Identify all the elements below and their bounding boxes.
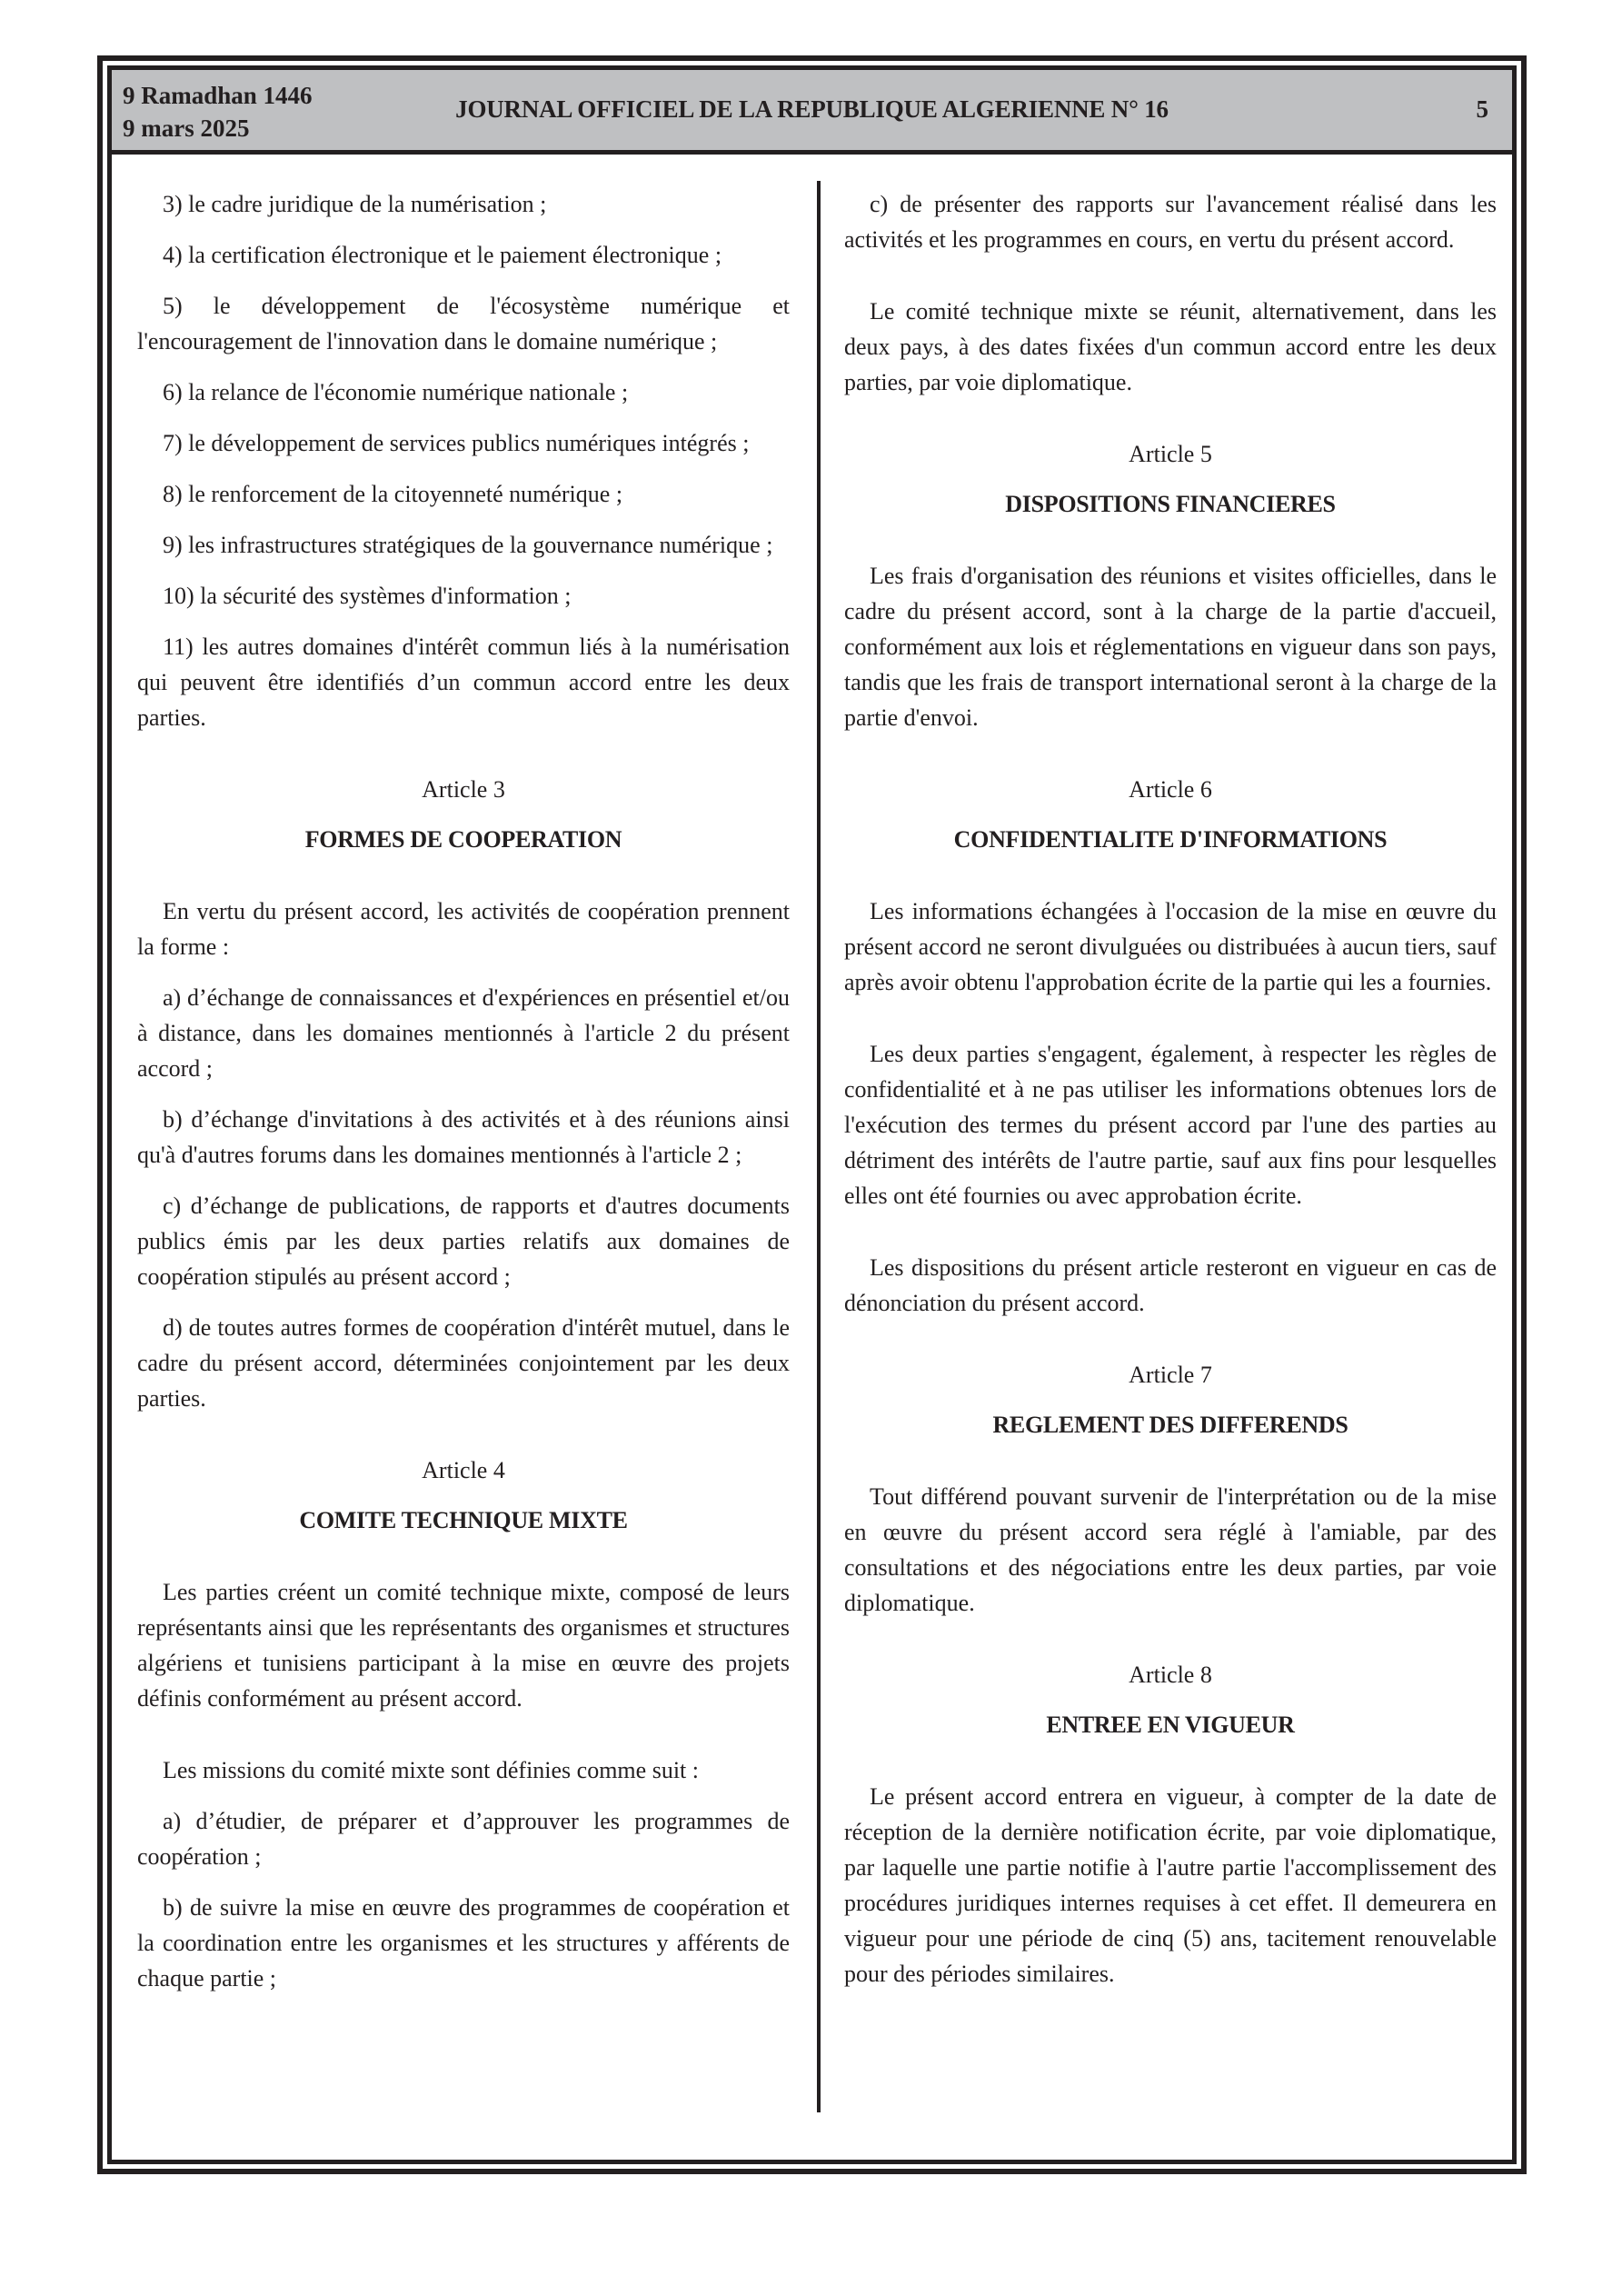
list-item: 5) le développement de l'écosystème numérique et l'encouragement de l'innovation dans le domaine numérique ;	[137, 293, 790, 354]
article-6-paragraph: Les dispositions du présent article resteront en vigueur en cas de dénonciation du présent accord.	[844, 1254, 1497, 1316]
page-outer-frame	[97, 55, 1527, 2174]
gregorian-date: 9 mars 2025	[123, 115, 250, 142]
article-7-number: Article 7	[1129, 1362, 1212, 1388]
article-6-number: Article 6	[1129, 776, 1212, 803]
article-7-title: REGLEMENT DES DIFFERENDS	[992, 1412, 1348, 1438]
article-8-number: Article 8	[1129, 1662, 1212, 1688]
article-8-paragraph: Le présent accord entrera en vigueur, à compter de la date de réception de la dernière notification écrite, par voie diplomatique, par laquelle une partie notifie à l'autre partie l'accomplissement des procédures juridiques internes requises à cet effet. Il demeurera en vigueur pour une période de cinq (5) ans, tacitement renouvelable pour des périodes similaires.	[844, 1783, 1497, 1987]
list-item: 3) le cadre juridique de la numérisation ;	[163, 191, 547, 217]
article-4-paragraph: Les parties créent un comité technique mixte, composé de leurs représentants ainsi que les représentants des organismes et structures algériens et tunisiens participant à la mise en œuvre des projets définis conformément au présent accord.	[137, 1579, 790, 1712]
article-4-paragraph: Les missions du comité mixte sont définies comme suit :	[163, 1757, 699, 1783]
journal-header	[112, 70, 1512, 155]
article-4-title: COMITE TECHNIQUE MIXTE	[299, 1507, 628, 1533]
article-4-paragraph: c) de présenter des rapports sur l'avancement réalisé dans les activités et les programmes en cours, en vertu du présent accord.	[844, 191, 1497, 253]
article-6-title: CONFIDENTIALITE D'INFORMATIONS	[953, 826, 1388, 853]
article-4-paragraph: Le comité technique mixte se réunit, alternativement, dans les deux pays, à des dates fixées d'un commun accord entre les deux parties, par voie diplomatique.	[844, 298, 1497, 395]
list-item: 6) la relance de l'économie numérique nationale ;	[163, 379, 629, 405]
article-5-title: DISPOSITIONS FINANCIERES	[1005, 491, 1336, 517]
article-5-number: Article 5	[1129, 441, 1212, 467]
article-7-paragraph: Tout différend pouvant survenir de l'interprétation ou de la mise en œuvre du présent accord sera réglé à l'amiable, par des consultations et des négociations entre les deux parties, par voie diplomatique.	[844, 1483, 1497, 1616]
article-4-paragraph: a) d’étudier, de préparer et d’approuver les programmes de coopération ;	[137, 1808, 790, 1870]
article-3-paragraph: d) de toutes autres formes de coopération d'intérêt mutuel, dans le cadre du présent accord, déterminées conjointement par les deux parties.	[137, 1314, 790, 1412]
article-3-title: FORMES DE COOPERATION	[304, 826, 622, 853]
article-3-paragraph: c) d’échange de publications, de rapports et d'autres documents publics émis par les deux parties relatifs aux domaines de coopération stipulés au présent accord ;	[137, 1193, 790, 1290]
article-3-paragraph: b) d’échange d'invitations à des activités et à des réunions ainsi qu'à d'autres forums dans les domaines mentionnés à l'article 2 ;	[137, 1106, 790, 1168]
left-column	[137, 186, 790, 2011]
article-8-title: ENTREE EN VIGUEUR	[1046, 1712, 1295, 1738]
article-6-paragraph: Les deux parties s'engagent, également, à respecter les règles de confidentialité et à ne pas utiliser les informations obtenues lors de l'exécution des termes du présent accord par l'une des parties au détriment des intérêts de l'autre partie, sauf aux fins pour lesquelles elles ont été fournies ou avec approbation écrite.	[844, 1041, 1497, 1209]
journal-title: JOURNAL OFFICIEL DE LA REPUBLIQUE ALGERIENNE N° 16	[455, 95, 1169, 123]
article-3-paragraph: a) d’échange de connaissances et d'expériences en présentiel et/ou à distance, dans les domaines mentionnés à l'article 2 du présent accord ;	[137, 984, 790, 1082]
page-number: 5	[1476, 95, 1488, 123]
article-6-paragraph: Les informations échangées à l'occasion de la mise en œuvre du présent accord ne seront divulguées ou distribuées à aucun tiers, sauf après avoir obtenu l'approbation écrite de la partie qui les a fournies.	[844, 898, 1497, 995]
right-column	[844, 186, 1497, 2007]
article-5-paragraph: Les frais d'organisation des réunions et visites officielles, dans le cadre du présent accord, sont à la charge de la partie d'accueil, conformément aux lois et réglementations en vigueur dans son pays, tandis que les frais de transport international seront à la charge de la partie d'envoi.	[844, 563, 1497, 731]
list-item: 7) le développement de services publics numériques intégrés ;	[163, 430, 750, 456]
article-3-number: Article 3	[422, 776, 505, 803]
hijri-date: 9 Ramadhan 1446	[123, 82, 313, 109]
list-item: 8) le renforcement de la citoyenneté numérique ;	[163, 481, 623, 507]
page-inner-frame	[107, 65, 1517, 2164]
list-item: 10) la sécurité des systèmes d'information ;	[163, 583, 572, 609]
article-3-paragraph: En vertu du présent accord, les activités de coopération prennent la forme :	[137, 898, 790, 960]
list-item: 9) les infrastructures stratégiques de la gouvernance numérique ;	[163, 532, 773, 558]
list-item: 11) les autres domaines d'intérêt commun liés à la numérisation qui peuvent être identifiés d’un commun accord entre les deux parties.	[137, 634, 790, 731]
list-item: 4) la certification électronique et le paiement électronique ;	[163, 242, 722, 268]
column-divider	[817, 181, 821, 2112]
article-4-paragraph: b) de suivre la mise en œuvre des programmes de coopération et la coordination entre les organismes et les structures y afférents de chaque partie ;	[137, 1894, 790, 1992]
article-4-number: Article 4	[422, 1457, 505, 1483]
